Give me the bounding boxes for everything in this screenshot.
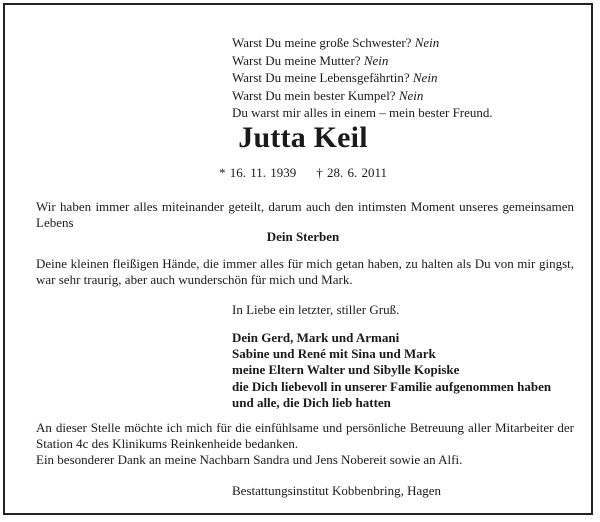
poem-answer: Nein (363, 52, 389, 68)
funeral-home: Bestattungsinstitut Kobbenbring, Hagen (232, 483, 442, 498)
signers-list (232, 330, 551, 411)
highlight-text: Dein Sterben (266, 229, 340, 244)
poem-line: Warst Du meine Lebensgefährtin? Nein (232, 70, 438, 86)
death-date: † 28. 6. 2011 (316, 165, 388, 180)
intro-paragraph: Wir haben immer alles miteinander geteilt, darum auch den intimsten Moment unseres gemeinsamen Lebens (36, 199, 574, 230)
poem-line: Warst Du meine große Schwester? Nein (232, 35, 440, 50)
life-dates (5, 164, 600, 182)
obituary-notice (3, 3, 593, 515)
signer-line: Dein Gerd, Mark und Armani (232, 330, 400, 345)
poem-line: Warst Du mein bester Kumpel? Nein (232, 87, 424, 103)
signer-line: Sabine und René mit Sina und Mark (232, 346, 436, 362)
poem (232, 34, 493, 122)
poem-line: Warst Du meine Mutter? Nein (232, 52, 389, 68)
poem-answer: Nein (414, 35, 440, 50)
thanks-staff-paragraph: An dieser Stelle möchte ich mich für die einfühlsame und persönliche Betreuung aller Mitarbeiter der Station 4c des Klinikums Reinkenheide bedanken. (36, 420, 574, 451)
poem-answer: Nein (412, 70, 438, 86)
signer-line: die Dich liebevoll in unserer Familie aufgenommen haben (232, 378, 552, 394)
poem-line: Du warst mir alles in einem – mein bester Freund. (232, 105, 493, 121)
thanks-neighbors-paragraph: Ein besonderer Dank an meine Nachbarn Sandra und Jens Nobereit sowie an Alfi. (36, 452, 463, 467)
poem-answer: Nein (398, 87, 424, 103)
hands-paragraph: Deine kleinen fleißigen Hände, die immer alles für mich getan haben, zu halten als Du von mir gingst, war sehr traurig, aber auch wunderschön für mich und Mark. (36, 256, 574, 287)
signer-line: meine Eltern Walter und Sibylle Kopiske (232, 362, 460, 378)
deceased-name: Jutta Keil (238, 121, 368, 154)
signer-line: und alle, die Dich lieb hatten (232, 394, 391, 410)
greeting-text: In Liebe ein letzter, stiller Gruß. (232, 302, 400, 317)
birth-date: * 16. 11. 1939 (218, 165, 297, 180)
